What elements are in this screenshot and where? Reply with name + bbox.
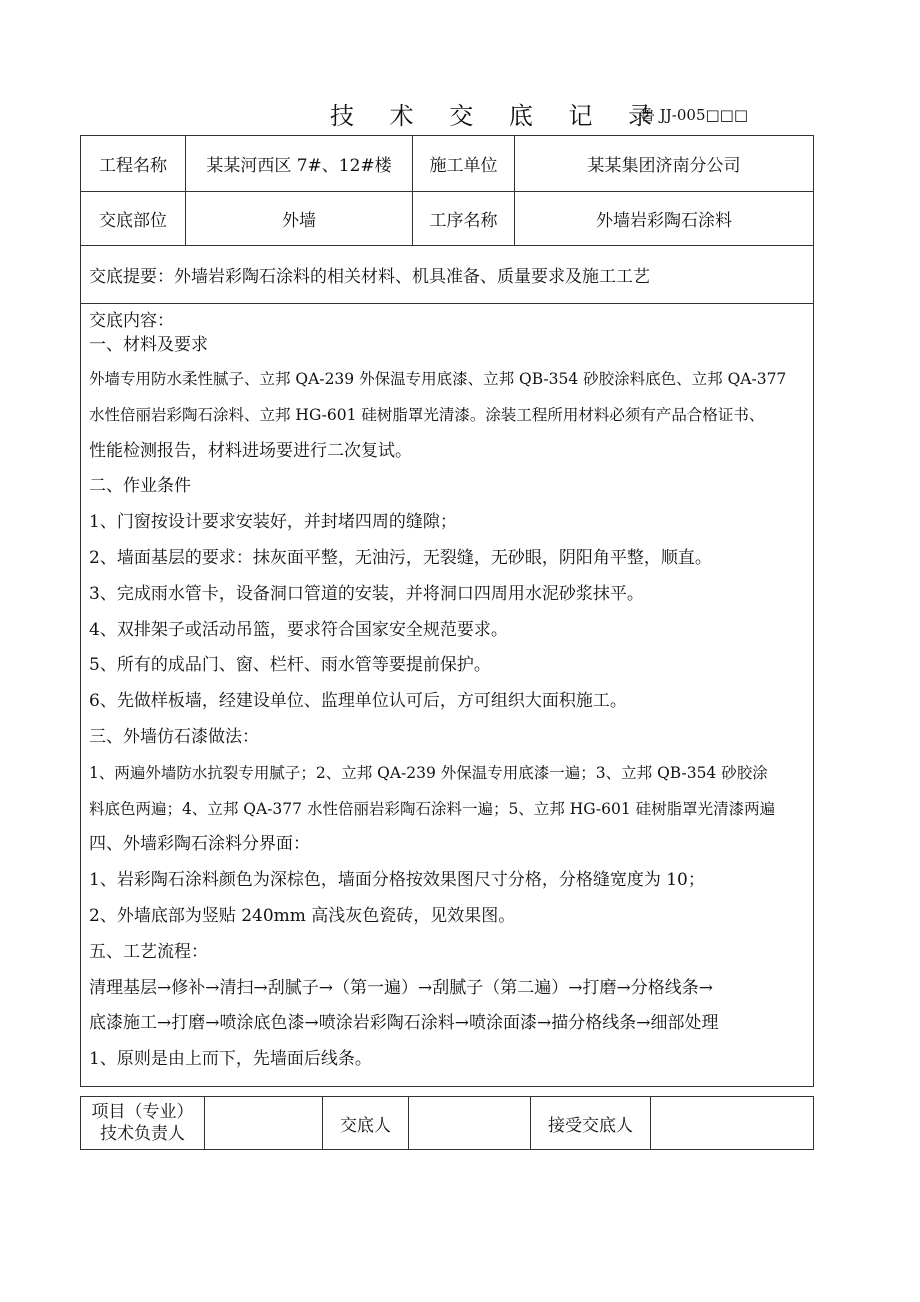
content-line: 6、先做样板墙，经建设单位、监理单位认可后，方可组织大面积施工。	[89, 691, 627, 712]
content-line: 水性倍丽岩彩陶石涂料、立邦 HG-601 硅树脂罩光清漆。涂装工程所用材料必须有产品合格证书、	[89, 405, 765, 424]
content-line: 2、外墙底部为竖贴 240mm 高浅灰色瓷砖，见效果图。	[89, 905, 516, 926]
tech-lead-label	[81, 1097, 205, 1150]
project-name-label: 工程名称	[81, 136, 186, 192]
tech-lead-label-line1: 项目（专业）	[91, 1102, 194, 1122]
process-label: 工序名称	[413, 192, 515, 246]
tech-lead-signature	[205, 1097, 323, 1150]
signature-row	[81, 1097, 814, 1150]
content-line: 1、原则是由上而下，先墙面后线条。	[89, 1049, 372, 1070]
location-label: 交底部位	[81, 192, 186, 246]
contractor-label: 施工单位	[413, 136, 515, 192]
location-value: 外墙	[186, 192, 413, 246]
content-line: 性能检测报告，材料进场要进行二次复试。	[89, 440, 412, 461]
content-line: 清理基层→修补→清扫→刮腻子→（第一遍）→刮腻子（第二遍）→打磨→分格线条→	[89, 977, 713, 998]
process-value: 外墙岩彩陶石涂料	[515, 192, 814, 246]
location-row	[81, 192, 814, 246]
project-row	[81, 136, 814, 192]
content-line: 1、两遍外墙防水抗裂专用腻子；2、立邦 QA-239 外保温专用底漆一遍；3、立邦 QB-354 砂胶涂	[89, 763, 768, 782]
disclosure-record-table	[80, 135, 814, 1087]
content-line: 五、工艺流程：	[89, 941, 208, 962]
content-line: 四、外墙彩陶石涂料分界面：	[89, 834, 310, 855]
tech-lead-label-line2: 技术负责人	[100, 1124, 185, 1144]
content-line: 3、完成雨水管卡，设备洞口管道的安装，并将洞口四周用水泥砂浆抹平。	[89, 583, 644, 604]
content-line: 4、双排架子或活动吊篮，要求符合国家安全规范要求。	[89, 619, 508, 640]
content-line: 底漆施工→打磨→喷涂底色漆→喷涂岩彩陶石涂料→喷涂面漆→描分格线条→细部处理	[89, 1013, 719, 1034]
discloser-signature	[409, 1097, 531, 1150]
content-line: 二、作业条件	[89, 476, 191, 497]
project-name-value: 某某河西区 7#、12#楼	[186, 136, 413, 192]
content-line: 1、门窗按设计要求安装好，并封堵四周的缝隙；	[89, 512, 457, 533]
content-line: 外墙专用防水柔性腻子、立邦 QA-239 外保温专用底漆、立邦 QB-354 砂胶涂料底色、立邦 QA-377	[89, 370, 787, 388]
disclosure-summary: 交底提要：外墙岩彩陶石涂料的相关材料、机具准备、质量要求及施工工艺	[81, 246, 814, 304]
content-line: 1、岩彩陶石涂料颜色为深棕色，墙面分格按效果图尺寸分格，分格缝宽度为 10；	[89, 870, 705, 891]
receiver-signature	[651, 1097, 814, 1150]
content-line: 5、所有的成品门、窗、栏杆、雨水管等要提前保护。	[89, 655, 491, 676]
document-code: 鲁 JJ-005□□□	[640, 106, 749, 124]
content-line: 2、墙面基层的要求：抹灰面平整，无油污，无裂缝，无砂眼，阴阳角平整，顺直。	[89, 547, 712, 568]
discloser-label: 交底人	[323, 1097, 409, 1150]
summary-row	[81, 246, 814, 304]
receiver-label: 接受交底人	[531, 1097, 651, 1150]
content-row	[81, 304, 814, 1087]
content-line: 三、外墙仿石漆做法：	[89, 726, 259, 747]
contractor-value: 某某集团济南分公司	[515, 136, 814, 192]
content-line: 交底内容：	[89, 311, 174, 331]
disclosure-content	[81, 304, 814, 1087]
document-title: 技 术 交 底 记 录	[330, 102, 667, 130]
signature-table	[80, 1096, 814, 1150]
content-line: 一、材料及要求	[89, 335, 208, 355]
content-line: 料底色两遍；4、立邦 QA-377 水性倍丽岩彩陶石涂料一遍；5、立邦 HG-601 硅树脂罩光清漆两遍	[89, 799, 776, 818]
